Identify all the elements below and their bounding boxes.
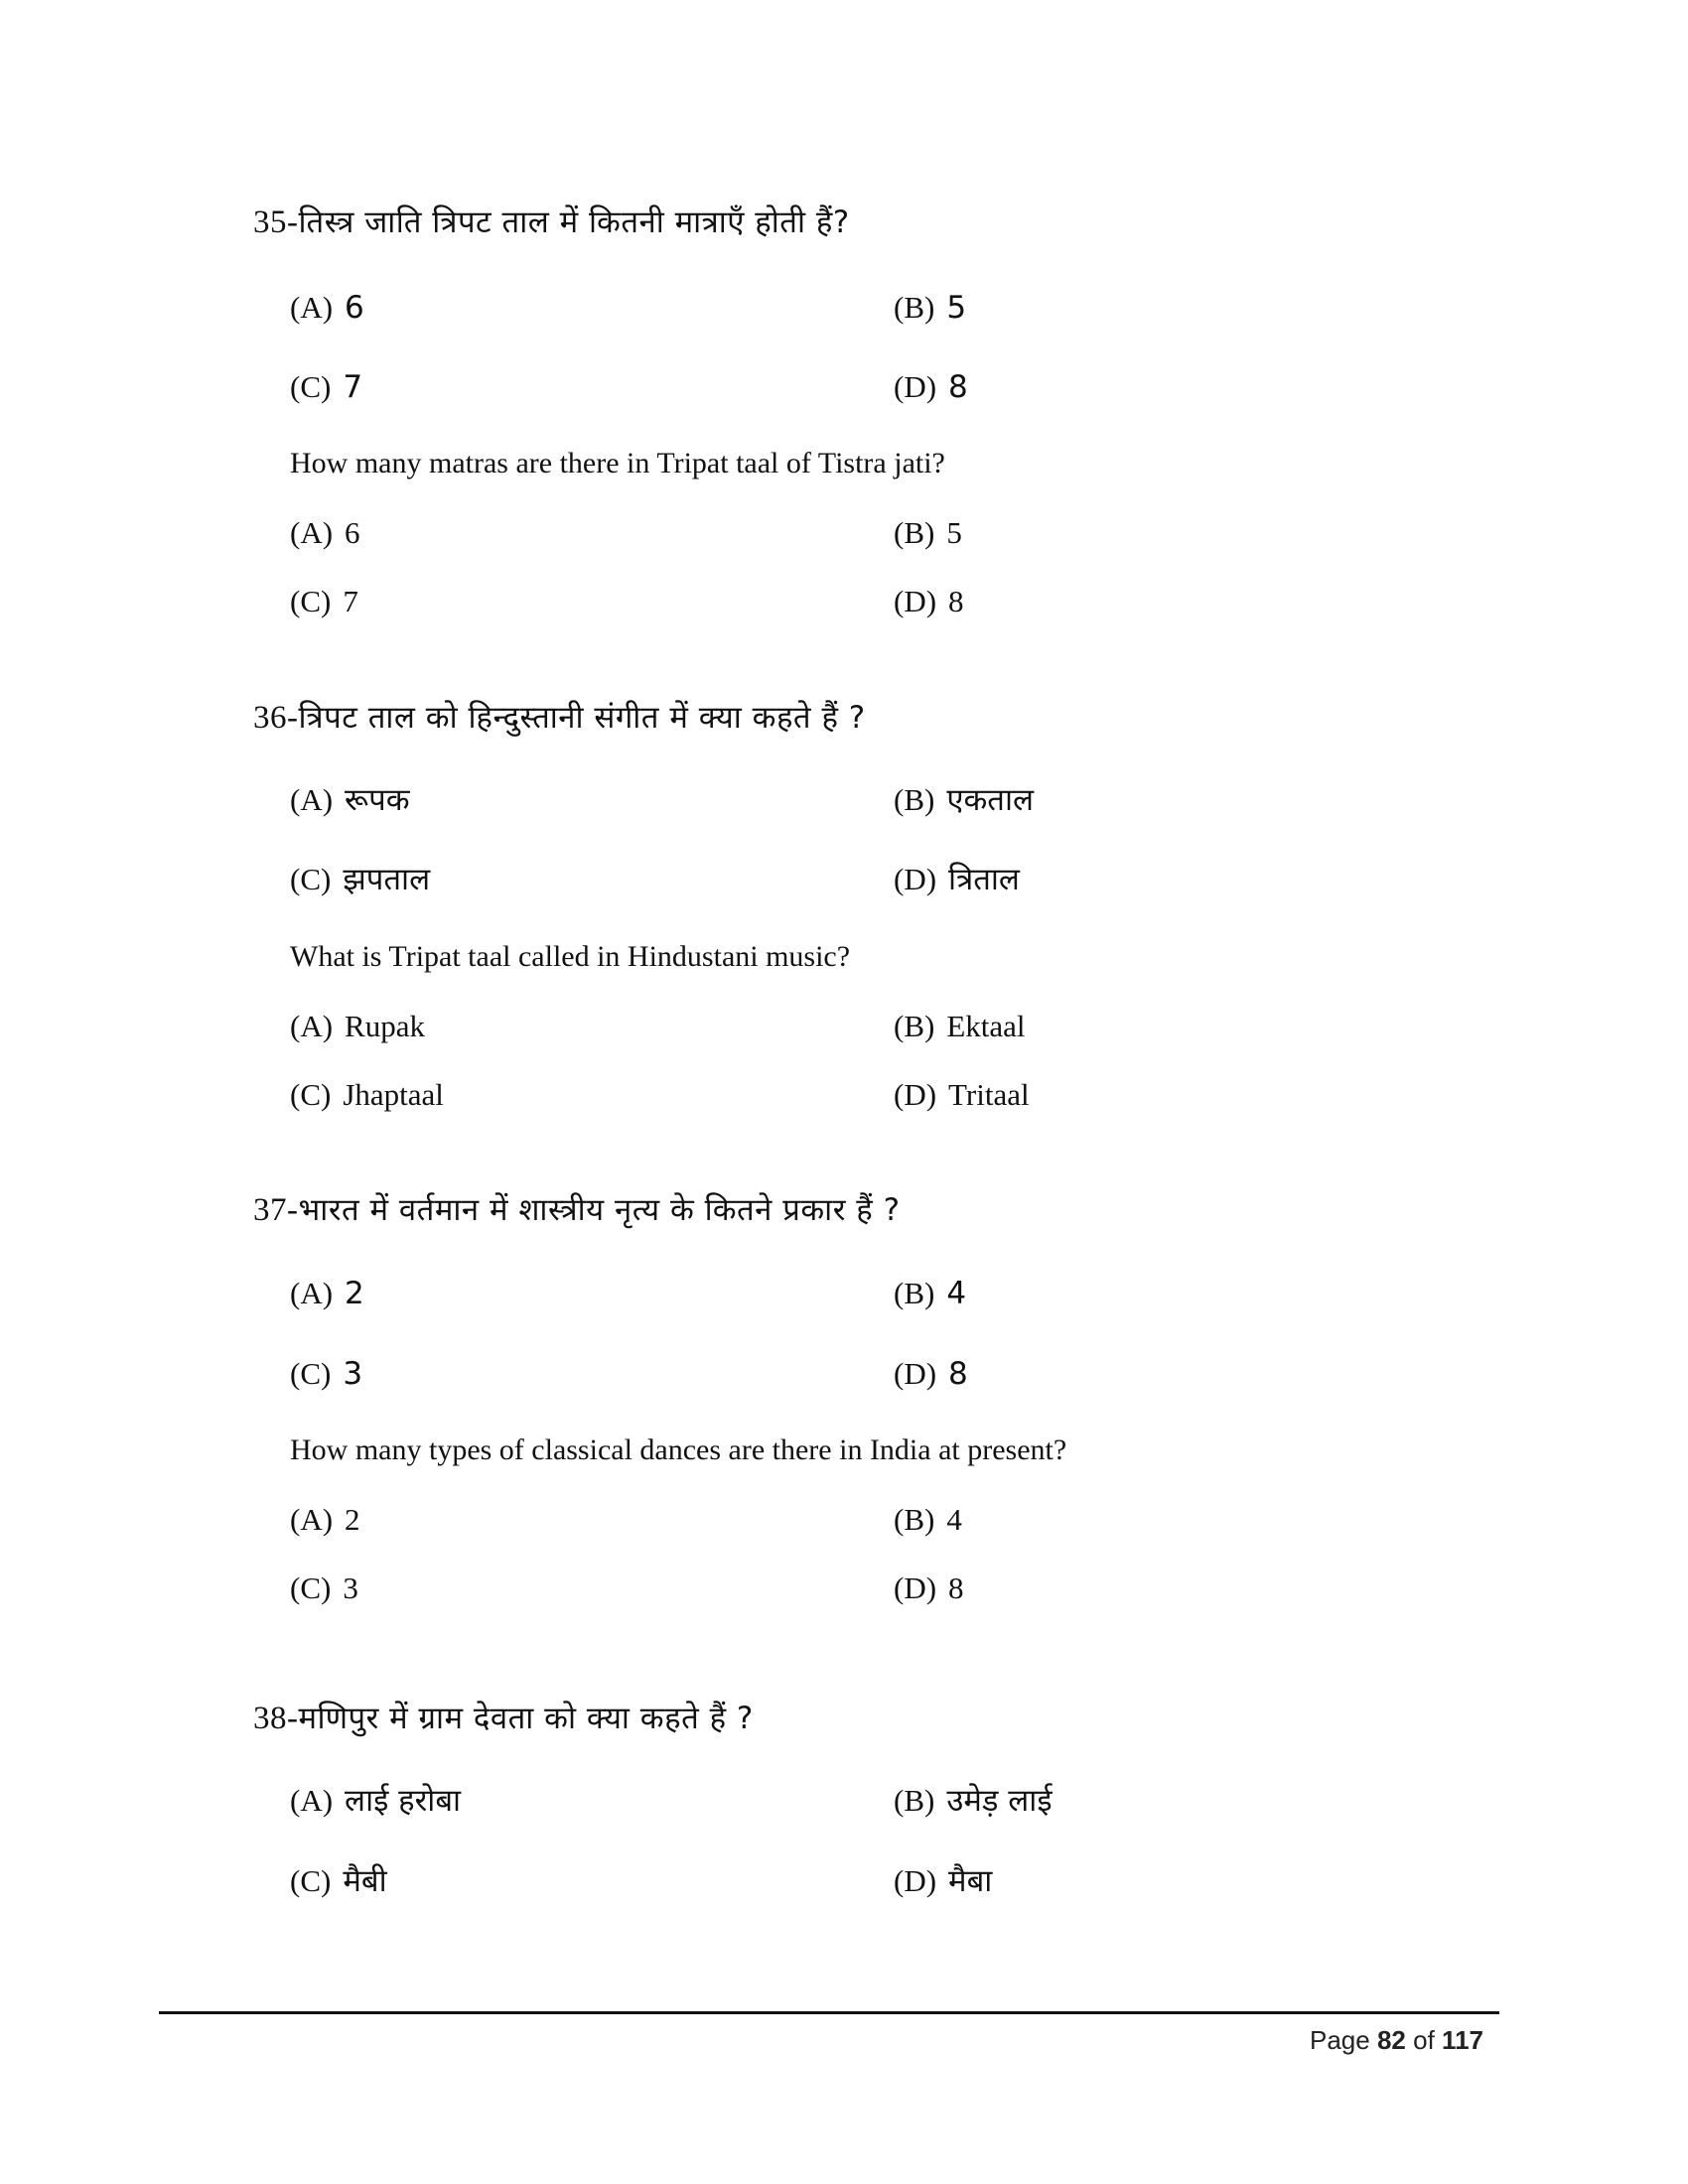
option-b <box>894 1274 966 1313</box>
of-word: of <box>1413 2025 1435 2055</box>
option-text: Jhaptaal <box>343 1077 444 1112</box>
option-label: (D) <box>894 584 937 618</box>
option-b <box>894 1781 1053 1821</box>
option-text: लाई हरोबा <box>345 1783 462 1819</box>
option-label: (A) <box>290 515 334 550</box>
option-text: 7 <box>343 584 358 618</box>
option-text: Rupak <box>345 1009 425 1043</box>
option-text: मैबी <box>343 1863 387 1899</box>
option-text: उमेड़ लाई <box>946 1783 1053 1819</box>
option-text: 7 <box>343 369 363 405</box>
option-label: (D) <box>894 369 937 404</box>
page-word: Page <box>1310 2025 1370 2055</box>
option-label: (A) <box>290 1502 334 1537</box>
option-label: (D) <box>894 1077 937 1112</box>
option-label: (D) <box>894 862 937 896</box>
option-a <box>290 780 410 820</box>
question-text-hindi: मणिपुर में ग्राम देवता को क्या कहते हैं ? <box>298 1701 754 1736</box>
question-35-english: How many matras are there in Tripat taal of Tistra jati? <box>290 447 945 479</box>
option-label: (A) <box>290 290 334 325</box>
option-text: 3 <box>343 1356 363 1392</box>
option-d <box>894 860 1020 899</box>
option-c <box>290 582 358 621</box>
option-d <box>894 582 964 621</box>
option-text: झपताल <box>343 862 431 897</box>
option-text: 8 <box>948 369 968 405</box>
question-number: 36- <box>253 700 299 736</box>
option-b <box>894 288 966 328</box>
total-pages: 117 <box>1442 2025 1483 2055</box>
option-c <box>290 1861 387 1901</box>
option-text: 8 <box>948 1356 968 1392</box>
option-d <box>894 367 968 407</box>
question-text-hindi: तिस्त्र जाति त्रिपट ताल में कितनी मात्राएँ होती हैं? <box>298 205 850 240</box>
option-label: (C) <box>290 1356 332 1391</box>
option-text: 3 <box>343 1570 358 1605</box>
option-a <box>290 1500 360 1540</box>
option-text: रूपक <box>345 782 410 818</box>
option-label: (C) <box>290 862 332 896</box>
question-number: 37- <box>253 1192 299 1228</box>
option-text: 8 <box>948 584 964 618</box>
question-number: 35- <box>253 205 299 240</box>
question-37-english: How many types of classical dances are there in India at present? <box>290 1433 1067 1466</box>
question-36-hindi <box>253 698 866 738</box>
option-label: (B) <box>894 1276 935 1310</box>
question-38-hindi <box>253 1699 754 1738</box>
option-text: 2 <box>345 1276 364 1311</box>
option-label: (A) <box>290 1276 334 1310</box>
option-c <box>290 1354 362 1394</box>
option-label: (C) <box>290 1570 332 1605</box>
option-c <box>290 860 430 899</box>
page-number <box>1310 2023 1483 2057</box>
option-b <box>894 780 1034 820</box>
option-c <box>290 1569 358 1608</box>
option-b <box>894 1007 1026 1046</box>
question-text-hindi: त्रिपट ताल को हिन्दुस्तानी संगीत में क्या कहते हैं ? <box>298 700 866 736</box>
option-d <box>894 1075 1030 1115</box>
option-text: 6 <box>345 290 364 326</box>
option-c <box>290 367 362 407</box>
option-text: Ektaal <box>946 1009 1026 1043</box>
option-label: (B) <box>894 1783 935 1818</box>
question-35-hindi <box>253 203 850 242</box>
option-label: (D) <box>894 1570 937 1605</box>
option-text: मैबा <box>948 1863 993 1899</box>
option-label: (B) <box>894 782 935 817</box>
option-d <box>894 1861 992 1901</box>
option-text: 5 <box>946 515 962 550</box>
option-label: (C) <box>290 369 332 404</box>
option-a <box>290 1007 425 1046</box>
option-text: 8 <box>948 1570 964 1605</box>
option-label: (C) <box>290 1863 332 1898</box>
option-c <box>290 1075 444 1115</box>
option-label: (C) <box>290 584 332 618</box>
option-label: (C) <box>290 1077 332 1112</box>
option-label: (B) <box>894 1009 935 1043</box>
footer-divider <box>159 2011 1499 2014</box>
option-b <box>894 513 962 553</box>
question-36-english: What is Tripat taal called in Hindustani music? <box>290 940 851 973</box>
option-label: (B) <box>894 290 935 325</box>
question-text-hindi: भारत में वर्तमान में शास्त्रीय नृत्य के कितने प्रकार हैं ? <box>298 1192 901 1228</box>
option-label: (A) <box>290 1783 334 1818</box>
option-text: Tritaal <box>948 1077 1030 1112</box>
option-text: एकताल <box>946 782 1034 818</box>
option-a <box>290 513 360 553</box>
option-label: (A) <box>290 782 334 817</box>
option-text: 4 <box>946 1276 967 1311</box>
option-label: (B) <box>894 515 935 550</box>
option-label: (D) <box>894 1356 937 1391</box>
option-a <box>290 1274 364 1313</box>
option-b <box>894 1500 962 1540</box>
question-37-hindi <box>253 1190 901 1230</box>
option-label: (D) <box>894 1863 937 1898</box>
option-text: 4 <box>946 1502 962 1537</box>
current-page: 82 <box>1376 2025 1406 2055</box>
option-a <box>290 1781 461 1821</box>
question-number: 38- <box>253 1701 299 1736</box>
option-d <box>894 1354 968 1394</box>
option-text: 6 <box>345 515 360 550</box>
option-text: 5 <box>946 290 967 326</box>
option-text: त्रिताल <box>948 862 1020 897</box>
option-label: (B) <box>894 1502 935 1537</box>
option-a <box>290 288 364 328</box>
option-d <box>894 1569 964 1608</box>
option-text: 2 <box>345 1502 360 1537</box>
option-label: (A) <box>290 1009 334 1043</box>
